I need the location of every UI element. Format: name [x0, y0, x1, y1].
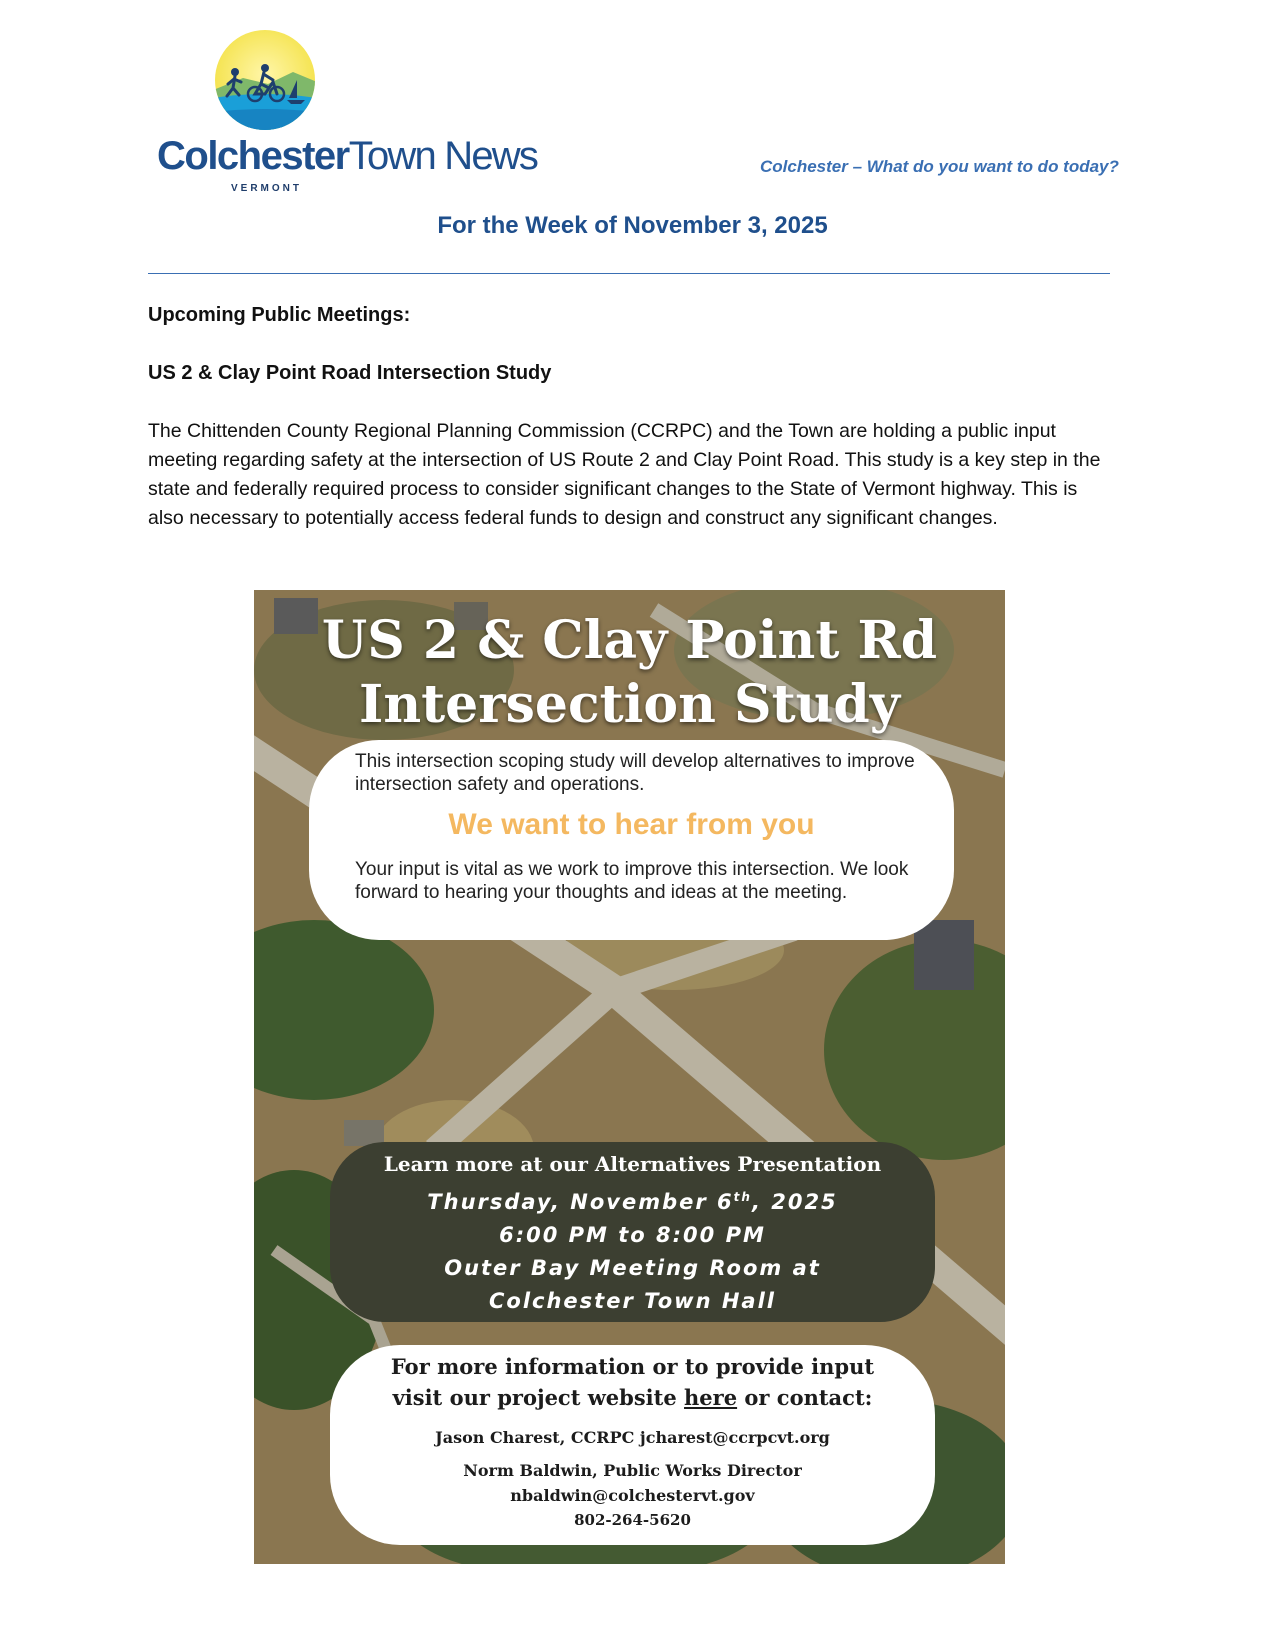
contact-person2-name: Norm Baldwin, Public Works Director: [463, 1461, 802, 1480]
flyer-title-line1: US 2 & Clay Point Rd: [321, 610, 938, 671]
section-heading: Upcoming Public Meetings:: [148, 304, 411, 326]
event-location-line2: Colchester Town Hall: [489, 1289, 776, 1313]
flyer-title-line2: Intersection Study: [359, 674, 900, 735]
brand-wordmark: [157, 134, 537, 179]
brand-town-news: Town News: [348, 134, 538, 178]
event-lead: Learn more at our Alternatives Presentation: [383, 1152, 882, 1176]
event-location-line1: Outer Bay Meeting Room at: [444, 1256, 821, 1280]
intro-text: This intersection scoping study will develop alternatives to improve intersection safety and operations.: [355, 751, 915, 795]
tagline: Colchester – What do you want to do today?: [760, 157, 1119, 176]
article-title: US 2 & Clay Point Road Intersection Study: [148, 362, 552, 384]
call-to-action: We want to hear from you: [448, 808, 815, 841]
meeting-flyer: [254, 590, 1005, 1564]
contact-panel: [330, 1345, 935, 1545]
contact-person2-phone: 802-264-5620: [574, 1511, 691, 1529]
input-text: Your input is vital as we work to improve this intersection. We look forward to hearing your thoughts and ideas at the meeting.: [355, 859, 909, 903]
colchester-logo-icon: [213, 28, 317, 132]
contact-line2-suffix: or contact:: [737, 1385, 873, 1410]
intro-panel: [309, 740, 954, 940]
contact-line1: For more information or to provide input: [390, 1354, 875, 1379]
header-divider: [148, 273, 1110, 274]
contact-line2-prefix: visit our project website: [392, 1385, 685, 1410]
contact-person2-email: nbaldwin@colchestervt.gov: [510, 1486, 755, 1505]
contact-line2: [330, 1382, 935, 1413]
project-website-link[interactable]: here: [684, 1385, 738, 1410]
article-body: The Chittenden County Regional Planning Commission (CCRPC) and the Town are holding a public input meeting regarding safety at the intersection of US Route 2 and Clay Point Road. This study is a key step in the state and federally required process to consider significant changes to the State of Vermont highway. This is also necessary to potentially access federal funds to design and construct any significant changes.: [148, 420, 1101, 529]
event-date-suffix: , 2025: [751, 1190, 838, 1214]
event-date-prefix: Thursday, November 6: [427, 1190, 734, 1214]
event-date-sup: th: [733, 1190, 752, 1204]
brand-colchester: Colchester: [157, 134, 349, 178]
event-time: 6:00 PM to 8:00 PM: [499, 1223, 766, 1247]
brand-vermont: VERMONT: [231, 183, 302, 194]
event-panel: [330, 1142, 935, 1322]
contact-person1: Jason Charest, CCRPC jcharest@ccrpcvt.org: [435, 1428, 830, 1447]
event-date: [330, 1181, 935, 1219]
week-heading: For the Week of November 3, 2025: [437, 212, 828, 239]
